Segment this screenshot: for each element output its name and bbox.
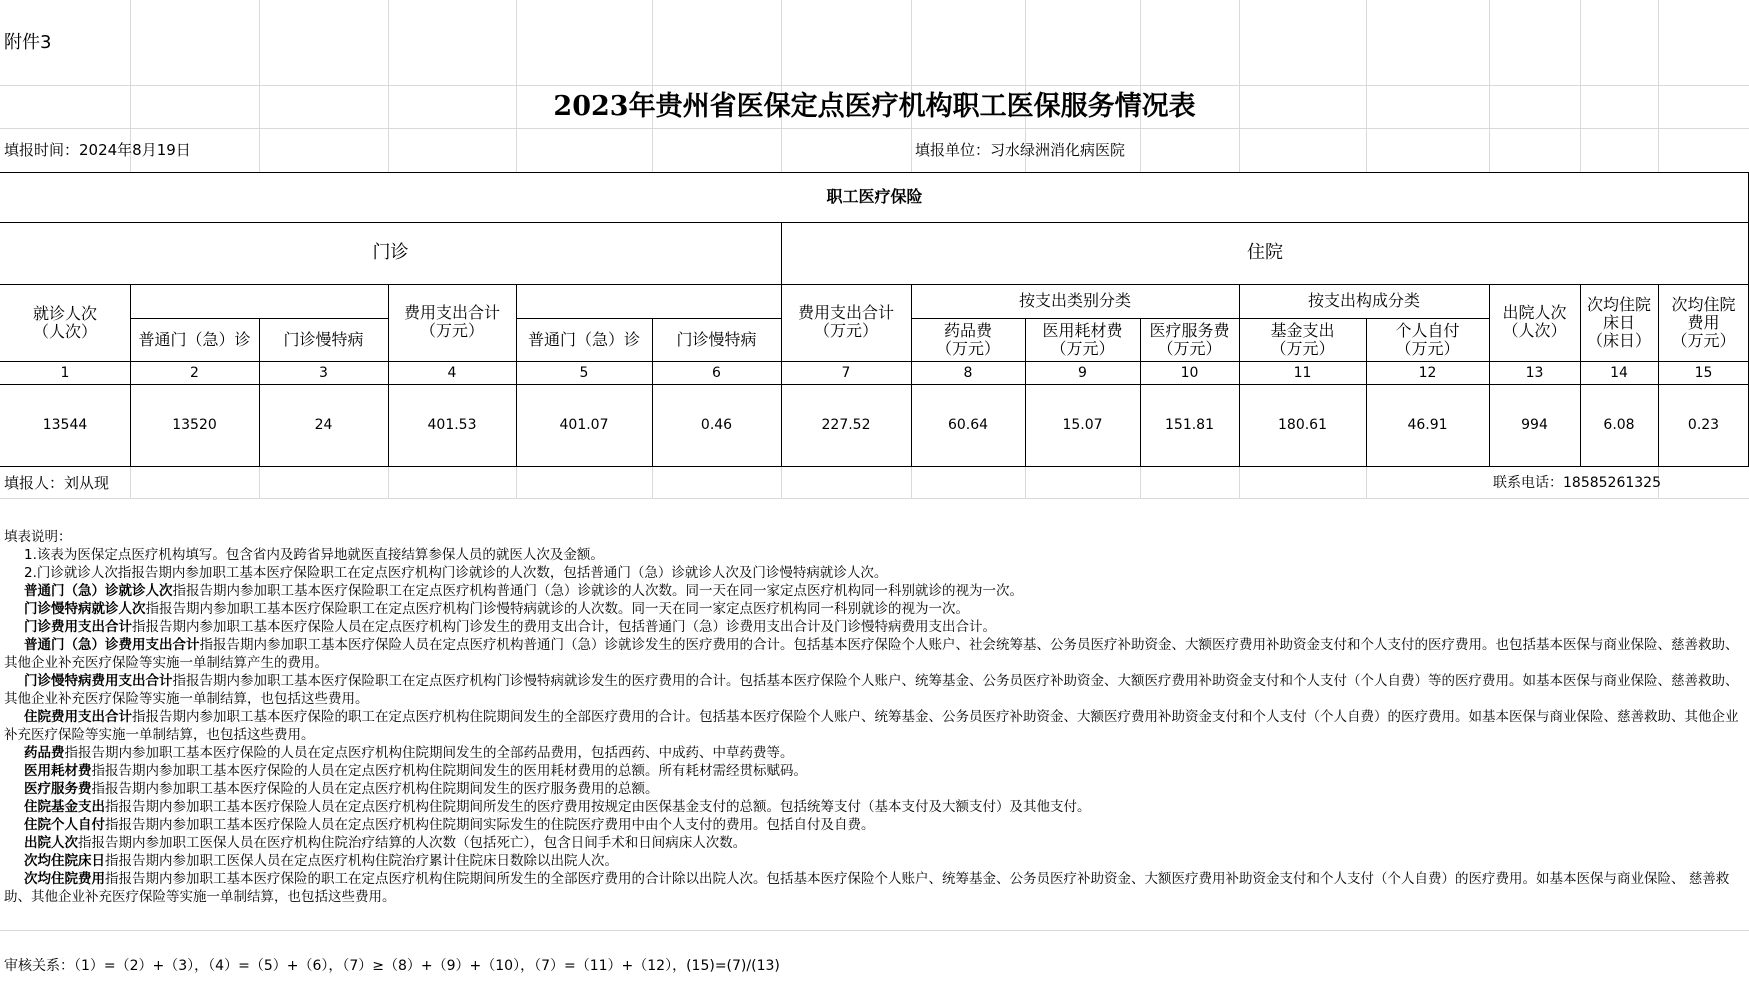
col-number: 11	[1293, 364, 1312, 381]
note-term: 药品费	[24, 745, 65, 761]
col-number: 12	[1418, 364, 1437, 381]
header-discharge-line1: 出院人次	[1502, 303, 1567, 322]
value-fund: 180.61	[1278, 417, 1327, 433]
note-term: 门诊慢特病就诊人次	[24, 601, 146, 617]
note-term: 门诊慢特病费用支出合计	[24, 673, 173, 689]
header-discharge-line2: （人次）	[1502, 321, 1567, 340]
col-number: 4	[447, 364, 457, 381]
header-bed-line2: 床日	[1602, 312, 1635, 332]
value-bed-days: 6.08	[1603, 417, 1635, 433]
value-avg-cost: 0.23	[1687, 417, 1720, 433]
header-out-total-line2: （万元）	[419, 321, 484, 340]
note-desc: 指报告期内参加职工医保人员在定点医疗机构住院治疗累计住院床日数除以出院人次。	[105, 853, 618, 869]
note-term: 医用耗材费	[24, 763, 92, 779]
note-desc: 指报告期内参加职工基本医疗保险人员在定点医疗机构住院期间所发生的医疗费用按规定由医保基金支付的总额。包括统筹支付（基本支付及大额支付）及其他支付。	[105, 799, 1091, 815]
note-term: 医疗服务费	[24, 781, 92, 797]
header-avgcost-line2: 费用	[1687, 312, 1720, 332]
page-title: 2023年贵州省医保定点医疗机构职工医保服务情况表	[553, 90, 1196, 122]
header-by-structure: 按支出构成分类	[1307, 291, 1420, 310]
col-number: 3	[319, 364, 328, 381]
note-item	[4, 870, 1744, 906]
note-desc: 指报告期内参加职工基本医疗保险人员在定点医疗机构门诊发生的费用支出合计，包括普通门（急）诊费用支出合计及门诊慢特病费用支出合计。	[132, 619, 996, 635]
header-visits	[0, 284, 130, 361]
header-chronic-cost: 门诊慢特病	[676, 329, 757, 349]
header-bed-line1: 次均住院	[1586, 294, 1651, 314]
notes-heading: 填表说明：	[4, 529, 72, 545]
note-term: 次均住院费用	[24, 871, 105, 887]
header-consumable	[1025, 318, 1140, 361]
value-chronic-visits: 24	[314, 417, 333, 433]
header-out-total-line1: 费用支出合计	[403, 303, 500, 322]
note-term: 出院人次	[24, 835, 78, 851]
fill-unit: 填报单位：习水绿洲消化病医院	[915, 141, 1126, 159]
audit-formula: 审核关系：（1）=（2）+（3），（4）=（5）+（6），（7）≥（8）+（9）+（10），（7）=（11）+（12），(15)=(7)/(13)	[4, 958, 780, 974]
header-bed-line3: （床日）	[1586, 330, 1651, 350]
insurance-type-header: 职工医疗保险	[826, 187, 923, 206]
header-in-total	[781, 284, 911, 361]
header-visits-line2: （人次）	[32, 321, 97, 341]
value-self-pay: 46.91	[1407, 417, 1448, 433]
header-fund	[1239, 318, 1366, 361]
note-desc: 指报告期内参加职工基本医疗保险的职工在定点医疗机构住院期间所发生的全部医疗费用的合计除以出院人次。包括基本医疗保险个人账户、统筹基金、公务员医疗补助资金、大额医疗费用补助资金支付和个人支付（个人自费）的医疗费用。如基本医保与商业保险、 慈善救助、其他企业补充医疗保险等实施一单制结算，也包括这些费用。	[4, 871, 1730, 905]
col-number: 1	[60, 364, 70, 381]
value-out-total: 401.53	[427, 417, 477, 433]
header-visits-line1: 就诊人次	[32, 303, 97, 323]
header-self-line1: 个人自付	[1395, 320, 1460, 340]
note-desc: 指报告期内参加职工基本医疗保险职工在定点医疗机构门诊慢特病就诊的人次数。同一天在同一家定点医疗机构同一科别就诊的视为一次。	[145, 601, 969, 617]
note-term: 门诊费用支出合计	[24, 619, 132, 635]
header-bed-days	[1580, 284, 1658, 361]
header-service-line1: 医疗服务费	[1149, 320, 1230, 340]
note-item	[4, 852, 1744, 870]
outpatient-header: 门诊	[372, 242, 409, 263]
note-term: 住院个人自付	[24, 817, 105, 833]
header-fund-line2: （万元）	[1270, 338, 1335, 358]
value-service: 151.81	[1165, 417, 1214, 433]
header-consumable-line1: 医用耗材费	[1042, 320, 1123, 340]
header-avgcost-line3: （万元）	[1671, 330, 1736, 350]
header-general-visits: 普通门（急）诊	[138, 329, 251, 349]
note-item	[4, 636, 1744, 672]
note-item	[4, 762, 1744, 780]
note-desc: 指报告期内参加职工医保人员在医疗机构住院治疗结算的人次数（包括死亡），包含日间手术和日间病床人次数。	[78, 835, 747, 851]
note-desc: 指报告期内参加职工基本医疗保险的职工在定点医疗机构住院期间发生的全部医疗费用的合计。包括基本医疗保险个人账户、统筹基金、公务员医疗补助资金、大额医疗费用补助资金支付和个人支付（个人自费）的医疗费用。如基本医保与商业保险、慈善救助、其他企业补充医疗保险等实施一单制结算，也包括这些费用。	[4, 709, 1739, 743]
header-avgcost-line1: 次均住院	[1671, 294, 1736, 314]
note-desc: 指报告期内参加职工基本医疗保险职工在定点医疗机构普通门（急）诊就诊的人次数。同一天在同一家定点医疗机构同一科别就诊的视为一次。	[172, 583, 1023, 599]
value-general-cost: 401.07	[559, 417, 609, 433]
note-item	[4, 672, 1744, 708]
header-drug-line2: （万元）	[935, 338, 1000, 358]
note-desc: 指报告期内参加职工基本医疗保险的人员在定点医疗机构住院期间发生的医疗服务费用的总额。	[91, 781, 659, 797]
value-consumable: 15.07	[1062, 417, 1103, 433]
fill-instructions	[4, 528, 1744, 906]
contact-phone: 联系电话：18585261325	[1493, 474, 1661, 491]
col-number: 14	[1610, 364, 1628, 381]
header-avg-cost	[1658, 284, 1749, 361]
header-consumable-line2: （万元）	[1050, 338, 1115, 358]
note-item	[4, 798, 1744, 816]
note-item	[4, 816, 1744, 834]
header-general-cost: 普通门（急）诊	[527, 329, 640, 349]
note-desc: 指报告期内参加职工基本医疗保险的人员在定点医疗机构住院期间发生的医用耗材费用的总额。所有耗材需经贯标赋码。	[91, 763, 807, 779]
header-drug-line1: 药品费	[943, 320, 992, 340]
col-number: 7	[841, 364, 851, 381]
attachment-label: 附件3	[4, 31, 52, 53]
col-number: 15	[1694, 364, 1713, 381]
col-number: 5	[579, 364, 589, 381]
col-number: 2	[190, 364, 199, 381]
note-item	[4, 708, 1744, 744]
note-desc: 指报告期内参加职工基本医疗保险的人员在定点医疗机构住院期间发生的全部药品费用，包括西药、中成药、中草药费等。	[64, 745, 794, 761]
header-self-pay	[1366, 318, 1489, 361]
note-item	[4, 600, 1744, 618]
inpatient-header: 住院	[1247, 242, 1283, 263]
col-number: 6	[712, 364, 721, 381]
value-in-total: 227.52	[821, 417, 871, 433]
header-in-total-line1: 费用支出合计	[797, 303, 894, 322]
note-desc: 指报告期内参加职工基本医疗保险职工在定点医疗机构门诊慢特病就诊发生的医疗费用的合计。包括基本医疗保险个人账户、统筹基金、公务员医疗补助资金、大额医疗费用补助资金支付和个人支付（个人自费）等的医疗费用。如基本医保与商业保险、慈善救助、其他企业补充医疗保险等实施一单制结算，也包括这些费用。	[4, 673, 1739, 707]
header-fund-line1: 基金支出	[1270, 320, 1335, 340]
note-item: 1.该表为医保定点医疗机构填写。包含省内及跨省异地就医直接结算参保人员的就医人次及金额。	[24, 547, 604, 563]
value-general-visits: 13520	[172, 417, 217, 433]
note-desc: 指报告期内参加职工基本医疗保险人员在定点医疗机构住院期间实际发生的住院医疗费用中由个人支付的费用。包括自付及自费。	[105, 817, 875, 833]
header-discharge	[1489, 284, 1580, 361]
header-by-category: 按支出类别分类	[1018, 291, 1131, 310]
note-term: 住院基金支出	[24, 799, 105, 815]
note-item	[4, 744, 1744, 762]
value-drug: 60.64	[947, 417, 989, 433]
note-item	[4, 780, 1744, 798]
header-service	[1140, 318, 1239, 361]
value-discharge: 994	[1521, 417, 1548, 433]
value-chronic-cost: 0.46	[700, 417, 733, 433]
filler-name: 填报人：刘从现	[4, 473, 110, 492]
note-item	[4, 582, 1744, 600]
col-number: 8	[963, 364, 973, 381]
header-chronic-visits: 门诊慢特病	[283, 329, 364, 349]
header-self-line2: （万元）	[1395, 338, 1460, 358]
note-desc: 指报告期内参加职工基本医疗保险人员在定点医疗机构普通门（急）诊就诊发生的医疗费用的合计。包括基本医疗保险个人账户、社会统筹基、公务员医疗补助资金、大额医疗费用补助资金支付和个人支付的医疗费用。也包括基本医保与商业保险、慈善救助、其他企业补充医疗保险等实施一单制结算产生的费用。	[4, 637, 1739, 671]
note-item	[4, 618, 1744, 636]
note-item: 2.门诊就诊人次指报告期内参加职工基本医疗保险职工在定点医疗机构门诊就诊的人次数，包括普通门（急）诊就诊人次及门诊慢特病就诊人次。	[24, 565, 888, 581]
col-number: 13	[1525, 364, 1544, 381]
header-in-total-line2: （万元）	[813, 321, 878, 340]
header-service-line2: （万元）	[1157, 338, 1222, 358]
header-drug	[911, 318, 1025, 361]
note-term: 次均住院床日	[24, 853, 105, 869]
value-visits: 13544	[42, 417, 88, 433]
fill-time: 填报时间：2024年8月19日	[4, 141, 191, 159]
note-term: 住院费用支出合计	[24, 709, 132, 725]
note-term: 普通门（急）诊就诊人次	[24, 583, 173, 599]
header-out-total	[388, 284, 516, 361]
col-number: 10	[1180, 364, 1199, 381]
note-term: 普通门（急）诊费用支出合计	[24, 637, 200, 653]
note-item	[4, 834, 1744, 852]
col-number: 9	[1078, 364, 1087, 381]
